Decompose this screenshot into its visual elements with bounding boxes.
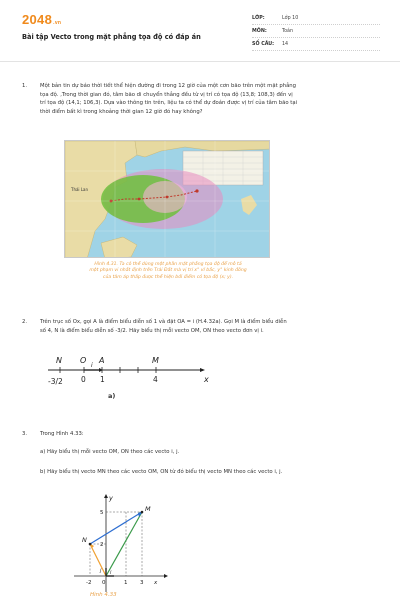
map-label: Thái Lan <box>71 187 89 192</box>
axis-label: y <box>109 494 113 502</box>
x-tick: 0 <box>102 580 106 586</box>
point-label: N <box>56 356 62 365</box>
text-line: tọa độ. ,Trong thời gian đó, tâm bão di chuyển thẳng đều từ vị trí có tọa độ (13,8; 108,3) đến vị <box>40 91 293 98</box>
text-line: Một bản tin dự báo thời tiết thể hiện đường đi trong 12 giờ của một cơn bão trên một mặt phẳng <box>40 83 297 89</box>
tick-label: 1 <box>100 375 105 384</box>
meta-row-class <box>252 12 380 25</box>
text-line: Trên trục số Ox, gọi A là điểm biểu diễn số 1 và đặt OA = i (H.4.32a). Gọi M là điểm biểu diễn <box>40 319 287 325</box>
question-number: 1. <box>22 83 28 89</box>
x-axis-label: x <box>154 580 158 586</box>
question-intro: Trong Hình 4.33: <box>40 431 84 437</box>
tick-label: 4 <box>153 375 158 384</box>
meta-value: Toán <box>282 28 294 34</box>
axis-label: x <box>204 375 209 384</box>
meta-key: SỐ CÂU: <box>252 41 275 47</box>
text-line: thời điểm bất kì trong khoảng thời gian 12 giờ đó hay không? <box>40 108 203 115</box>
y-tick: 5 <box>100 510 104 516</box>
doc-meta <box>252 12 380 51</box>
meta-value: Lớp 10 <box>282 15 299 21</box>
unit-vector-label: i <box>91 362 93 369</box>
question-number: 2. <box>22 319 28 325</box>
y-tick: 2 <box>100 542 104 548</box>
caption-line: một phạm vi nhất định trên Trái Đất mà vị trí x° vĩ bắc, y° kinh đông <box>89 268 247 274</box>
caption-line: của tâm áp thấp được thể hiện bởi điểm có tọa độ (x; y). <box>102 274 234 280</box>
point-label: M <box>145 505 151 513</box>
storm-map-image <box>64 140 270 258</box>
figure-caption: Hình 4.33 <box>90 592 117 598</box>
text-line: trí tọa độ (14,1; 106,3). Dựa vào thông tin trên, liệu ta có thể dự đoán được vị trí của tâm bão tại <box>40 100 298 107</box>
site-logo[interactable] <box>22 12 61 27</box>
logo-text: 2048 <box>22 12 53 27</box>
figure-sublabel: a) <box>108 392 116 400</box>
point-label: O <box>80 356 87 365</box>
meta-key: LỚP: <box>252 15 265 21</box>
meta-row-subject <box>252 25 380 38</box>
caption-line: Hình 4.31. Ta có thể dùng một phần mặt phẳng tọa độ để mô tả <box>94 262 242 267</box>
number-line-figure <box>40 348 220 408</box>
x-tick: 3 <box>140 580 144 586</box>
question-text <box>40 318 287 335</box>
meta-key: MÔN: <box>252 28 267 34</box>
page-header <box>0 0 400 62</box>
coordinate-figure <box>68 492 178 600</box>
unit-i-label: i <box>110 570 112 576</box>
tick-label: 0 <box>81 375 86 384</box>
figure-caption <box>62 262 274 281</box>
question-3b: b) Hãy biểu thị vecto MN theo các vecto OM, ON từ đó biểu thị vecto MN theo các vecto i, j. <box>40 469 283 475</box>
text-line: số 4, N là điểm biểu diễn số -3/2. Hãy biểu thị mỗi vecto OM, ON theo vecto đơn vị i. <box>40 327 264 334</box>
question-number: 3. <box>22 431 28 437</box>
x-tick: 1 <box>124 580 128 586</box>
logo-suffix: .vn <box>53 20 62 26</box>
storm-map <box>65 141 270 258</box>
point-label: A <box>99 356 105 365</box>
meta-value: 14 <box>282 41 289 47</box>
point-label: M <box>152 356 159 365</box>
meta-row-count <box>252 38 380 51</box>
x-tick: -2 <box>86 580 92 586</box>
tick-label: -3/2 <box>48 377 63 386</box>
question-3a: a) Hãy biểu thị mỗi vecto OM, ON theo các vecto i, j. <box>40 449 180 455</box>
point-label: N <box>82 536 87 544</box>
question-text <box>40 82 297 116</box>
unit-j-label: j <box>100 568 102 574</box>
page-title: Bài tập Vecto trong mặt phẳng tọa độ có đáp án <box>22 33 201 41</box>
